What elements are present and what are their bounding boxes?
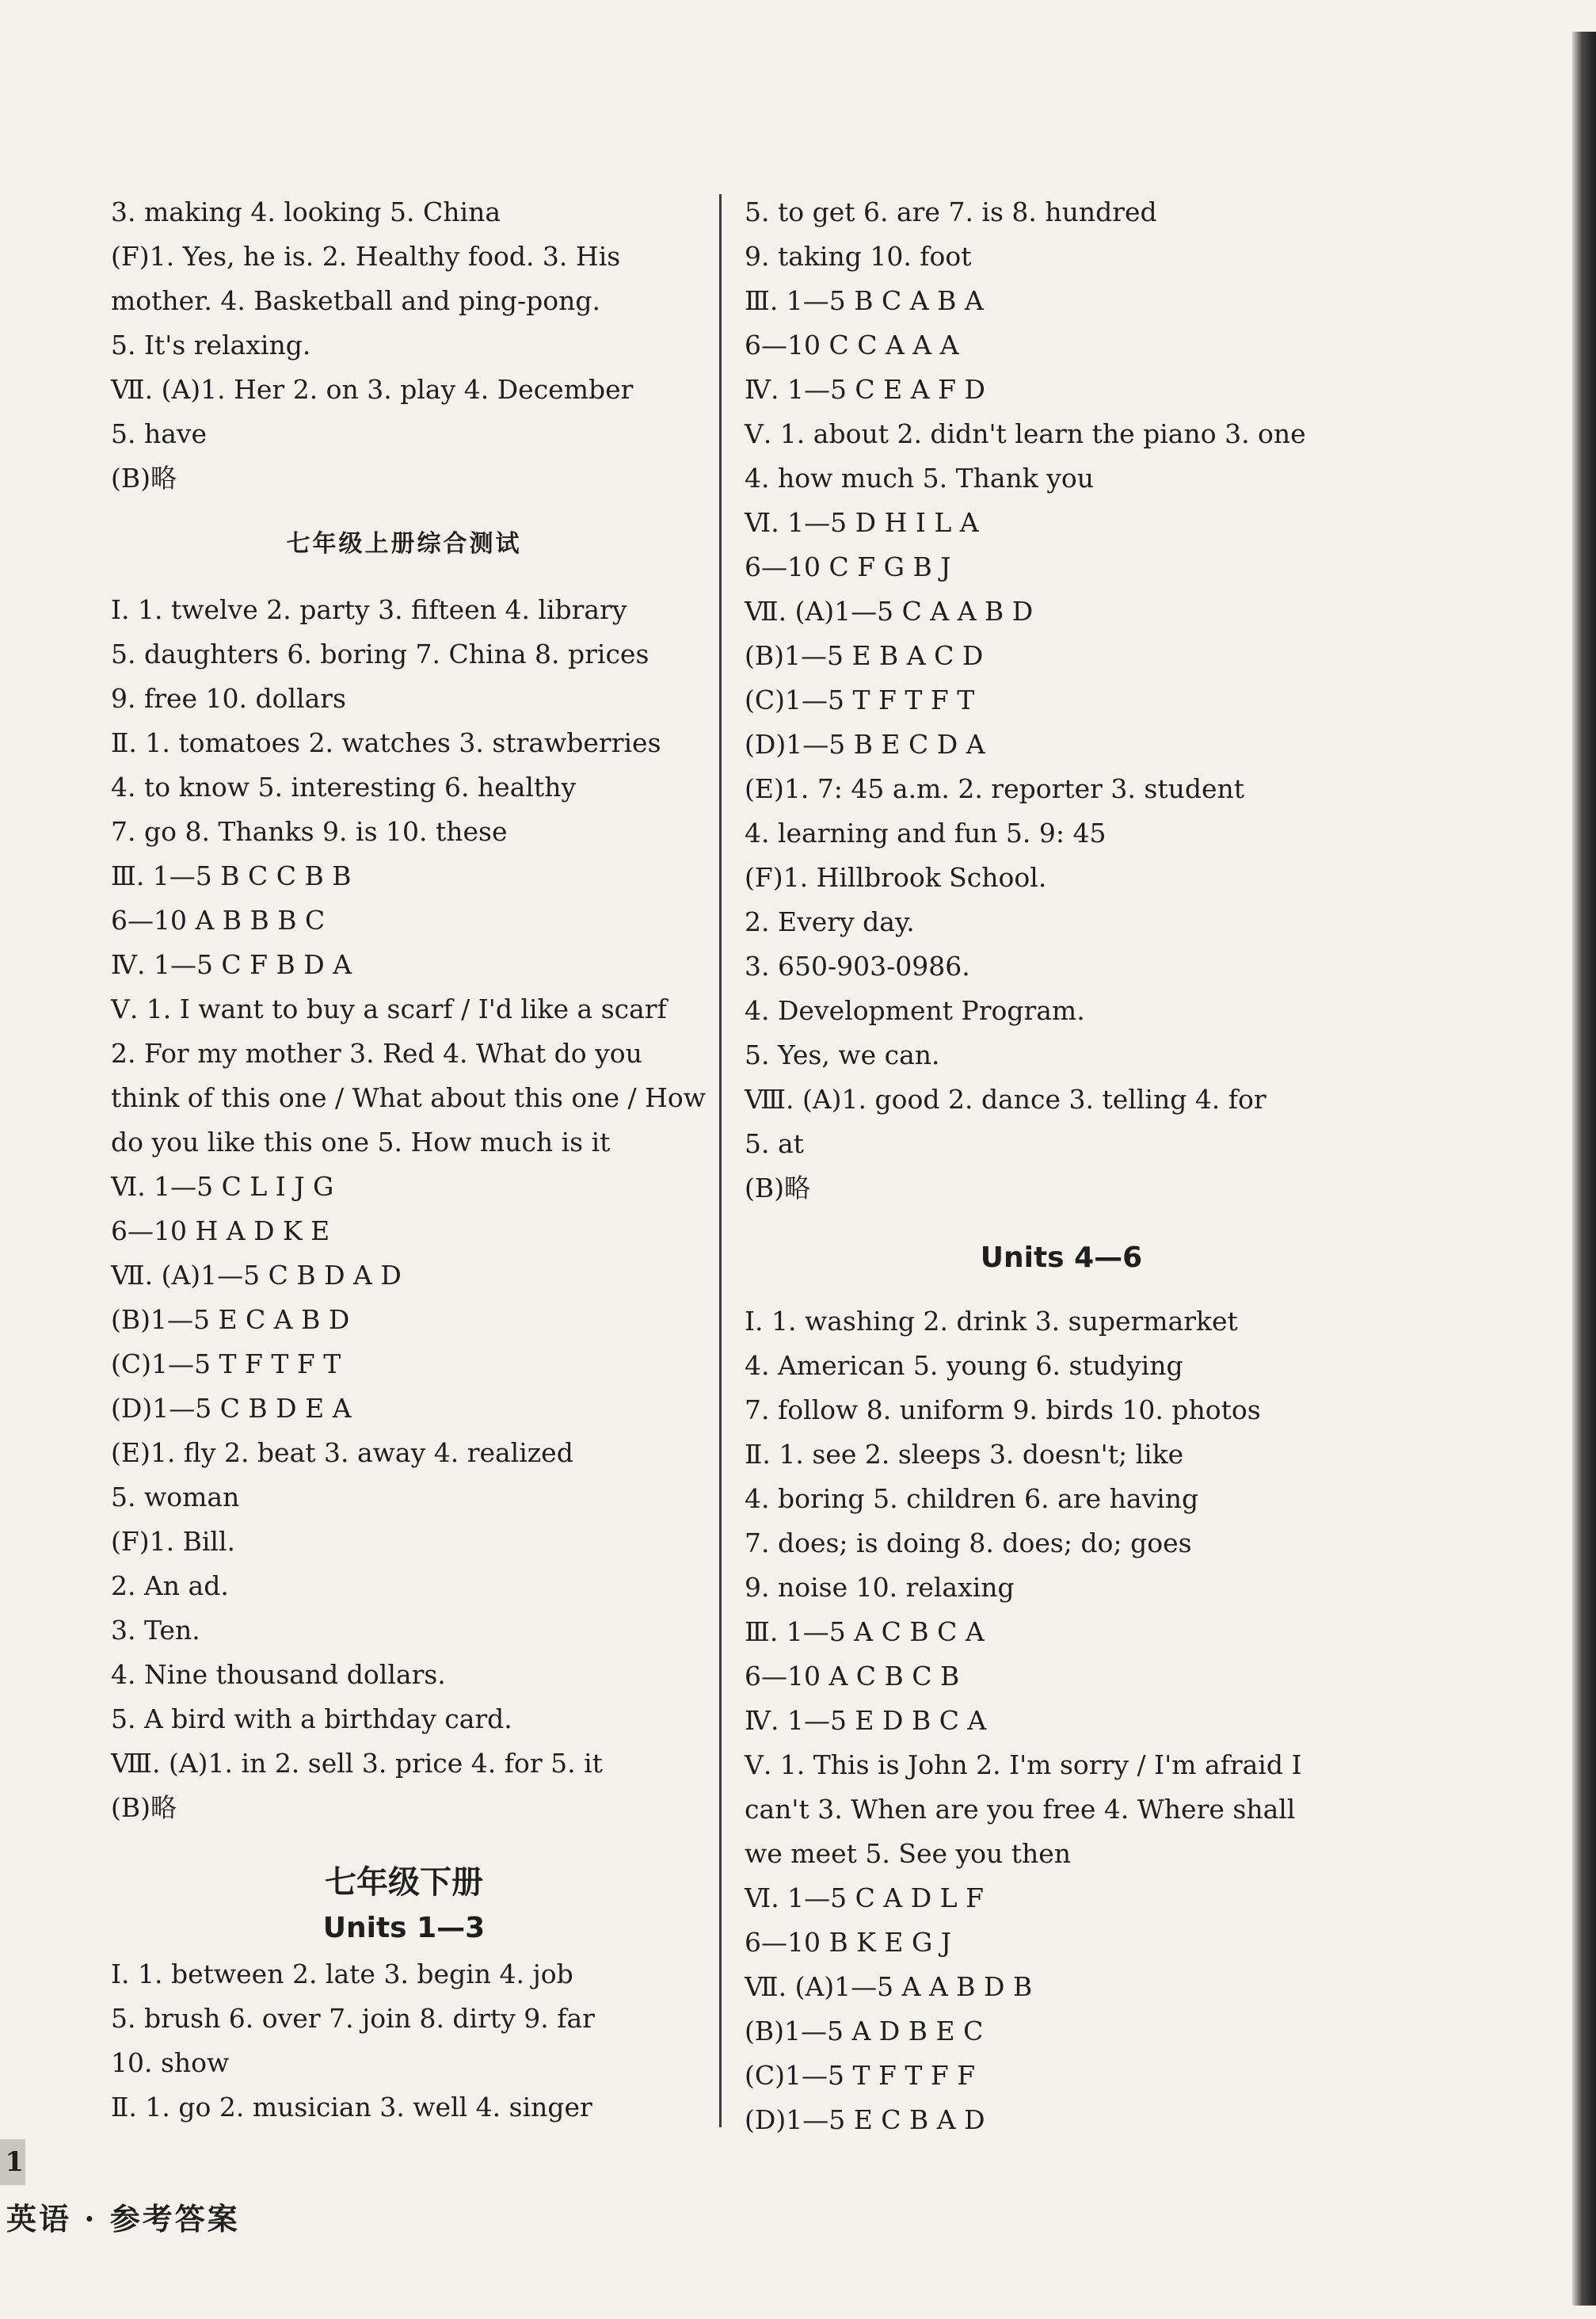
answer-line: 5. It's relaxing. (111, 330, 311, 360)
answer-line: 7. follow 8. uniform 9. birds 10. photos (745, 1394, 1261, 1425)
answer-line: Ⅰ. 1. twelve 2. party 3. fifteen 4. library (111, 594, 627, 625)
answer-line: 7. does; is doing 8. does; do; goes (745, 1528, 1192, 1558)
answer-line: (E)1. fly 2. beat 3. away 4. realized (111, 1437, 573, 1468)
answer-line: (B)略 (111, 1792, 177, 1823)
answer-line: 4. American 5. young 6. studying (745, 1350, 1183, 1381)
answer-line: 2. An ad. (111, 1570, 229, 1601)
answer-line: 3. making 4. looking 5. China (111, 196, 501, 227)
answer-line: 5. to get 6. are 7. is 8. hundred (745, 196, 1157, 227)
footer-label: 英语 · 参考答案 (6, 2201, 240, 2237)
answer-line: Ⅴ. 1. about 2. didn't learn the piano 3. one (745, 418, 1306, 449)
page-number: 1 (0, 2139, 25, 2185)
answer-line: think of this one / What about this one / How (111, 1082, 707, 1113)
unit-heading: Units 1—3 (322, 1912, 486, 1944)
answer-line: (D)1—5 B E C D A (745, 729, 985, 760)
answer-line: 3. 650-903-0986. (745, 951, 970, 982)
answer-line: we meet 5. See you then (745, 1838, 1072, 1869)
answer-line: (F)1. Hillbrook School. (745, 862, 1047, 893)
answer-line: Ⅲ. 1—5 A C B C A (745, 1616, 985, 1647)
answer-line: 4. to know 5. interesting 6. healthy (111, 772, 577, 803)
answer-line: 5. Yes, we can. (745, 1039, 940, 1070)
page-binding-edge (1572, 32, 1596, 2306)
answer-line: Ⅰ. 1. washing 2. drink 3. supermarket (745, 1306, 1238, 1337)
answer-line: (D)1—5 C B D E A (111, 1393, 352, 1424)
answer-line: (C)1—5 T F T F F (745, 2060, 976, 2091)
answer-line: 4. Nine thousand dollars. (111, 1659, 446, 1690)
answer-line: 6—10 A B B B C (111, 905, 326, 936)
answer-line: Ⅷ. (A)1. good 2. dance 3. telling 4. for (745, 1084, 1267, 1115)
answer-line: Ⅵ. 1—5 C L I J G (111, 1171, 334, 1202)
answer-line: (E)1. 7: 45 a.m. 2. reporter 3. student (745, 773, 1245, 804)
answer-line: Ⅶ. (A)1—5 C A A B D (745, 596, 1034, 627)
answer-line: (B)略 (745, 1173, 810, 1203)
answer-line: 9. taking 10. foot (745, 241, 972, 272)
answer-line: 4. how much 5. Thank you (745, 463, 1095, 494)
answer-line: Ⅷ. (A)1. in 2. sell 3. price 4. for 5. it (111, 1748, 603, 1779)
right-column (745, 190, 1378, 2142)
answer-line: Ⅴ. 1. I want to buy a scarf / I'd like a scarf (111, 994, 667, 1024)
answer-line: Ⅳ. 1—5 C F B D A (111, 949, 352, 980)
answer-line: do you like this one 5. How much is it (111, 1127, 611, 1158)
column-divider (719, 194, 722, 2127)
answer-line: (F)1. Yes, he is. 2. Healthy food. 3. His (111, 241, 621, 272)
answer-line: Ⅵ. 1—5 C A D L F (745, 1882, 984, 1913)
answer-line: (D)1—5 E C B A D (745, 2104, 985, 2135)
left-column (111, 190, 707, 2130)
answer-line: 6—10 B K E G J (745, 1927, 952, 1958)
answer-line: (C)1—5 T F T F T (745, 685, 975, 715)
answer-line: Ⅲ. 1—5 B C C B B (111, 860, 352, 891)
answer-line: 9. free 10. dollars (111, 683, 346, 714)
answer-line: 6—10 H A D K E (111, 1215, 330, 1246)
answer-line: 5. have (111, 418, 208, 449)
answer-line: Ⅲ. 1—5 B C A B A (745, 285, 984, 316)
answer-line: 3. Ten. (111, 1615, 200, 1646)
answer-line: 2. For my mother 3. Red 4. What do you (111, 1038, 642, 1069)
answer-line: 5. brush 6. over 7. join 8. dirty 9. far (111, 2003, 595, 2034)
answer-line: Ⅶ. (A)1—5 C B D A D (111, 1260, 402, 1291)
answer-line: (B)1—5 E B A C D (745, 640, 984, 671)
answer-line: Ⅳ. 1—5 E D B C A (745, 1705, 987, 1736)
section-heading: 七年级上册综合测试 (286, 530, 522, 558)
answer-line: 5. at (745, 1128, 804, 1159)
answer-line: Ⅵ. 1—5 D H I L A (745, 507, 979, 538)
answer-line: 9. noise 10. relaxing (745, 1572, 1015, 1603)
answer-line: Ⅶ. (A)1—5 A A B D B (745, 1971, 1033, 2002)
answer-line: Ⅱ. 1. tomatoes 2. watches 3. strawberries (111, 727, 661, 758)
answer-line: 5. daughters 6. boring 7. China 8. prices (111, 639, 649, 669)
unit-heading: Units 4—6 (980, 1242, 1143, 1274)
answer-line: 2. Every day. (745, 906, 915, 937)
answer-line: Ⅱ. 1. see 2. sleeps 3. doesn't; like (745, 1439, 1184, 1470)
answer-line: (B)1—5 E C A B D (111, 1304, 350, 1335)
answer-line: 10. show (111, 2047, 230, 2078)
answer-line: 6—10 A C B C B (745, 1661, 960, 1692)
answer-line: mother. 4. Basketball and ping-pong. (111, 285, 600, 316)
answer-line: 6—10 C F G B J (745, 551, 951, 582)
answer-line: (C)1—5 T F T F T (111, 1348, 341, 1379)
answer-line: Ⅱ. 1. go 2. musician 3. well 4. singer (111, 2092, 592, 2123)
answer-line: Ⅰ. 1. between 2. late 3. begin 4. job (111, 1959, 573, 1989)
answer-line: 5. woman (111, 1482, 240, 1512)
answer-line: (B)略 (111, 463, 177, 494)
answer-line: 4. Development Program. (745, 995, 1085, 1026)
answer-line: Ⅳ. 1—5 C E A F D (745, 374, 985, 405)
answer-line: Ⅴ. 1. This is John 2. I'm sorry / I'm afraid I (745, 1749, 1302, 1780)
answer-line: 7. go 8. Thanks 9. is 10. these (111, 816, 508, 847)
answer-line: (F)1. Bill. (111, 1526, 236, 1557)
answer-line: 4. boring 5. children 6. are having (745, 1483, 1199, 1514)
answer-line: 5. A bird with a birthday card. (111, 1703, 512, 1734)
answer-line: can't 3. When are you free 4. Where shall (745, 1794, 1296, 1825)
answer-line: Ⅶ. (A)1. Her 2. on 3. play 4. December (111, 374, 634, 405)
answer-line: 4. learning and fun 5. 9: 45 (745, 818, 1107, 849)
answer-line: (B)1—5 A D B E C (745, 2016, 984, 2046)
grade-heading: 七年级下册 (325, 1864, 483, 1901)
answer-line: 6—10 C C A A A (745, 330, 959, 360)
